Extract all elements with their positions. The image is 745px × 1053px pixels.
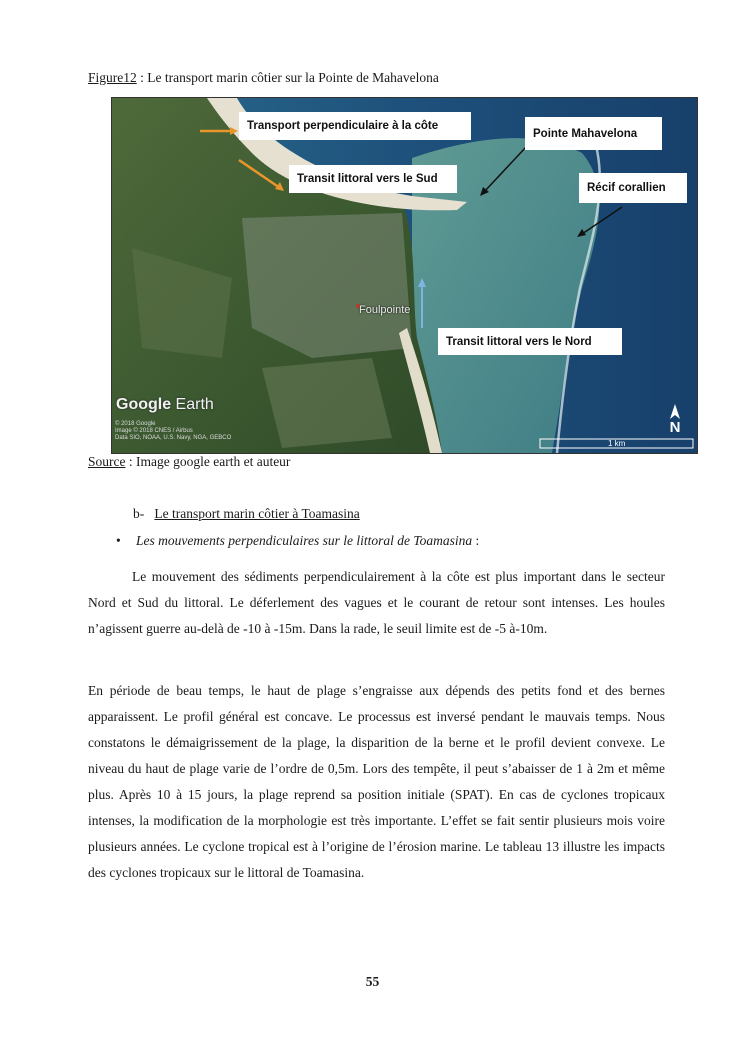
label-transit-nord: Transit littoral vers le Nord <box>438 328 622 355</box>
figure-caption <box>88 70 439 86</box>
section-title: Le transport marin côtier à Toamasina <box>154 506 360 521</box>
bullet-item <box>116 533 479 549</box>
section-heading <box>133 506 360 522</box>
label-transport-perpendiculaire: Transport perpendiculaire à la côte <box>239 112 471 140</box>
bullet-suffix: : <box>472 533 480 548</box>
bullet-symbol: • <box>116 533 121 548</box>
caption-text: : Le transport marin côtier sur la Pointe de Mahavelona <box>136 70 439 85</box>
credit-line: Data SIO, NOAA, U.S. Navy, NGA, GEBCO <box>115 435 232 441</box>
scale-label: 1 km <box>608 439 626 448</box>
bullet-text: Les mouvements perpendiculaires sur le littoral de Toamasina <box>136 533 473 548</box>
paragraph-1: Le mouvement des sédiments perpendiculairement à la côte est plus important dans le secteur Nord et Sud du littoral. Le déferlement des vagues et le courant de retour sont intenses. Les houles n’agissent guerre au-delà de -10 à -15m. Dans la rade, le seuil limite est de -5 à-10m. <box>88 569 665 636</box>
google-earth-logo <box>116 396 214 414</box>
town-label: Foulpointe <box>359 304 411 316</box>
page-number: 55 <box>365 974 380 989</box>
label-transit-sud: Transit littoral vers le Sud <box>289 165 457 193</box>
label-recif-corallien: Récif corallien <box>579 173 687 203</box>
label-pointe-mahavelona: Pointe Mahavelona <box>525 117 662 150</box>
image-credits <box>115 421 231 442</box>
figure-ref: Figure12 <box>88 70 137 85</box>
credit-line: Image © 2018 CNES / Airbus <box>115 428 193 434</box>
logo-google: Google <box>116 396 172 413</box>
figure-source <box>88 454 290 470</box>
source-text: : Image google earth et auteur <box>125 454 291 469</box>
north-label: N <box>669 419 681 436</box>
satellite-map <box>111 97 698 454</box>
credit-line: © 2018 Google <box>115 421 156 427</box>
section-number: b- <box>133 506 145 521</box>
source-label: Source <box>88 454 126 469</box>
logo-earth: Earth <box>171 396 214 413</box>
paragraph-2: En période de beau temps, le haut de plage s’engraisse aux dépends des petits fond et des bernes apparaissent. Le profil général est concave. Le processus est inversé pendant le mauvais temps. Nous constatons le démaigrissement de la plage, la disparition de la berne et le profil devient convexe. Le niveau du haut de plage varie de l’ordre de 0,5m. Lors des tempête, il peut s’abaisser de 1 à 2m et même plus. Après 10 à 15 jours, la plage reprend sa position initiale (SPAT). En cas de cyclones tropicaux intenses, la modification de la morphologie est très importante. L’effet se fait sentir plusieurs mois voire plusieurs années. Le cyclone tropical est à l’origine de l’érosion marine. Le tableau 13 illustre les impacts des cyclones tropicaux sur le littoral de Toamasina. <box>88 683 665 880</box>
